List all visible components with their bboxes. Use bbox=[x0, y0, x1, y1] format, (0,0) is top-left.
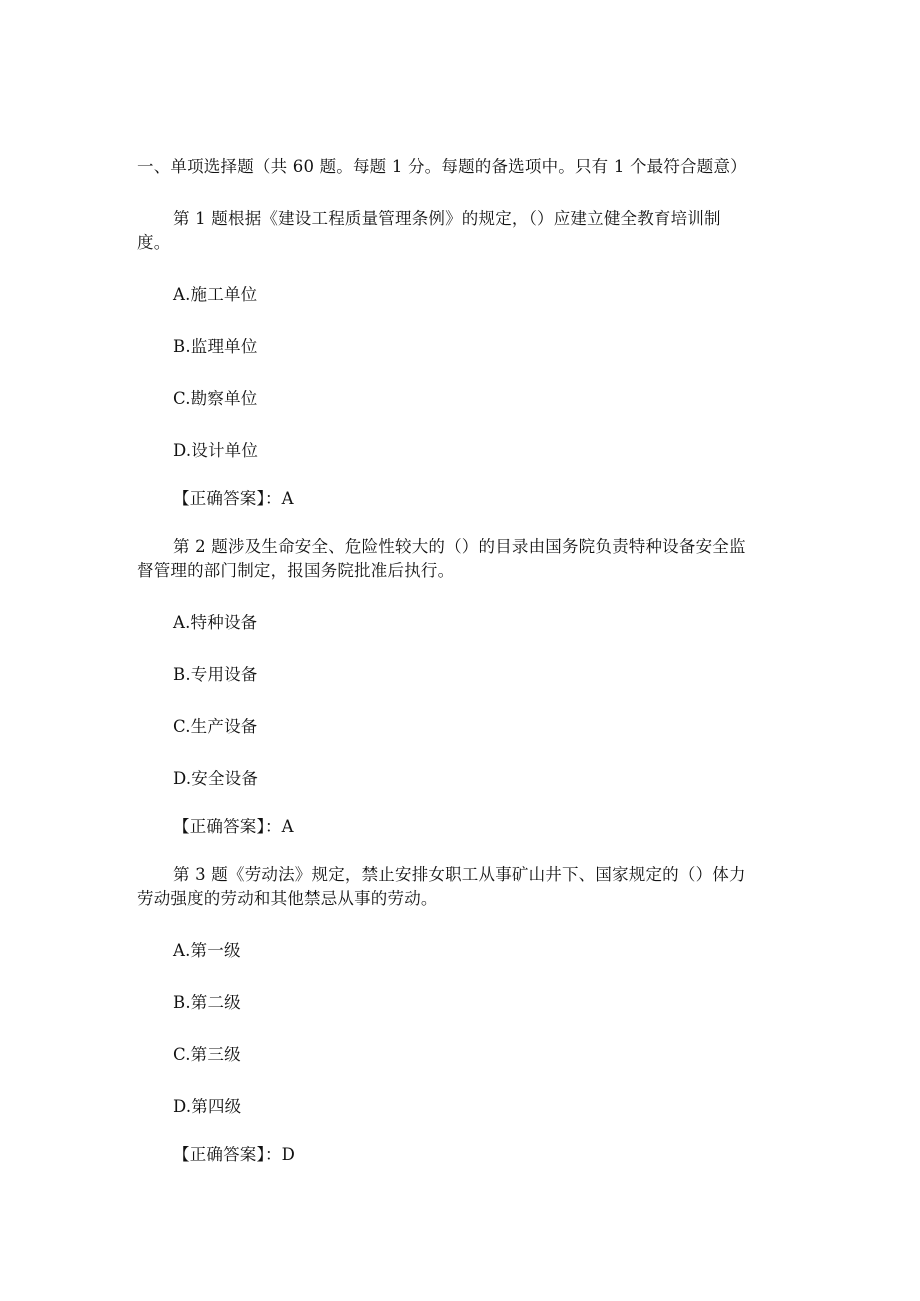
question-3-answer: 【正确答案】：D bbox=[173, 1145, 296, 1164]
question-2-option-b: B.专用设备 bbox=[173, 665, 258, 684]
section-title: 一、单项选择题（共 60 题。每题 1 分。每题的备选项中。只有 1 个最符合题意） bbox=[137, 157, 747, 176]
question-3-stem-line1: 第 3 题《劳动法》规定，禁止安排女职工从事矿山井下、国家规定的（）体力 bbox=[173, 865, 746, 884]
question-3-option-b: B.第二级 bbox=[173, 993, 241, 1012]
question-1-option-b: B.监理单位 bbox=[173, 337, 258, 356]
question-2-stem-line2: 督管理的部门制定，报国务院批准后执行。 bbox=[137, 561, 455, 580]
question-2-answer: 【正确答案】：A bbox=[173, 817, 294, 836]
question-1-option-a: A.施工单位 bbox=[173, 285, 258, 304]
question-3-stem-line2: 劳动强度的劳动和其他禁忌从事的劳动。 bbox=[137, 889, 438, 908]
question-3-option-d: D.第四级 bbox=[173, 1097, 242, 1116]
question-1-stem-line1: 第 1 题根据《建设工程质量管理条例》的规定，（）应建立健全教育培训制 bbox=[173, 209, 721, 228]
question-2-option-c: C.生产设备 bbox=[173, 717, 258, 736]
question-2-option-a: A.特种设备 bbox=[173, 613, 258, 632]
question-1-answer: 【正确答案】：A bbox=[173, 489, 294, 508]
question-1-stem-line2: 度。 bbox=[137, 233, 171, 252]
question-1-option-d: D.设计单位 bbox=[173, 441, 259, 460]
question-3-option-a: A.第一级 bbox=[173, 941, 241, 960]
question-2-option-d: D.安全设备 bbox=[173, 769, 259, 788]
question-2-stem-line1: 第 2 题涉及生命安全、危险性较大的（）的目录由国务院负责特种设备安全监 bbox=[173, 537, 746, 556]
question-3-option-c: C.第三级 bbox=[173, 1045, 241, 1064]
question-1-option-c: C.勘察单位 bbox=[173, 389, 258, 408]
